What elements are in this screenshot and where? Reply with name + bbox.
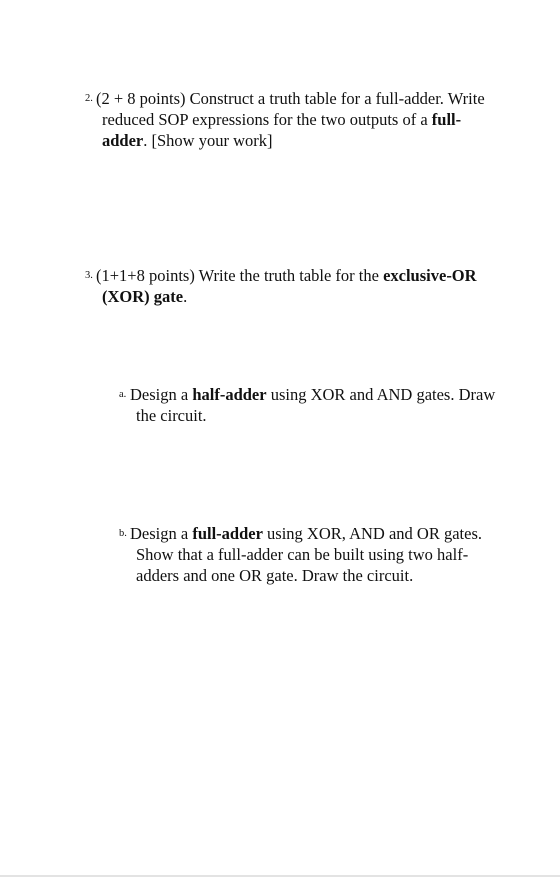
question-number: a. [119,389,127,400]
question-text: (2 + 8 points) Construct a truth table for a full-adder. Write [96,89,485,108]
question-text: reduced SOP expressions for the two outputs of a [102,110,432,129]
question-text: adders and one OR gate. Draw the circuit. [136,566,414,585]
question-number: b. [119,528,127,539]
bold-term: half-adder [192,385,267,404]
bold-term: adder [102,131,144,150]
bold-term: full- [431,110,462,129]
bold-term: (XOR) gate [102,287,184,306]
question-line [96,109,485,130]
question-2 [85,88,485,151]
question-text: . [183,287,188,306]
bold-term: exclusive-OR [383,266,477,285]
question-3 [85,265,477,307]
question-line [130,565,482,586]
question-line [130,384,495,405]
question-line [96,265,477,286]
question-text: using XOR and AND gates. Draw [266,385,496,404]
question-text: Design a [130,385,193,404]
question-line [96,286,477,307]
sub-question-b [119,523,482,586]
question-text: the circuit. [136,406,207,425]
question-line [130,523,482,544]
question-text: . [Show your work] [143,131,273,150]
sub-question-a [119,384,496,426]
question-line [96,130,485,151]
question-text: (1+1+8 points) Write the truth table for the [96,266,384,285]
bold-term: full-adder [192,524,263,543]
question-text: Design a [130,524,193,543]
question-line [130,405,495,426]
question-text: using XOR, AND and OR gates. [262,524,482,543]
question-number: 2. [85,93,93,104]
question-line [130,544,482,565]
question-number: 3. [85,270,93,281]
question-line [96,88,485,109]
question-text: Show that a full-adder can be built using two half- [136,545,469,564]
